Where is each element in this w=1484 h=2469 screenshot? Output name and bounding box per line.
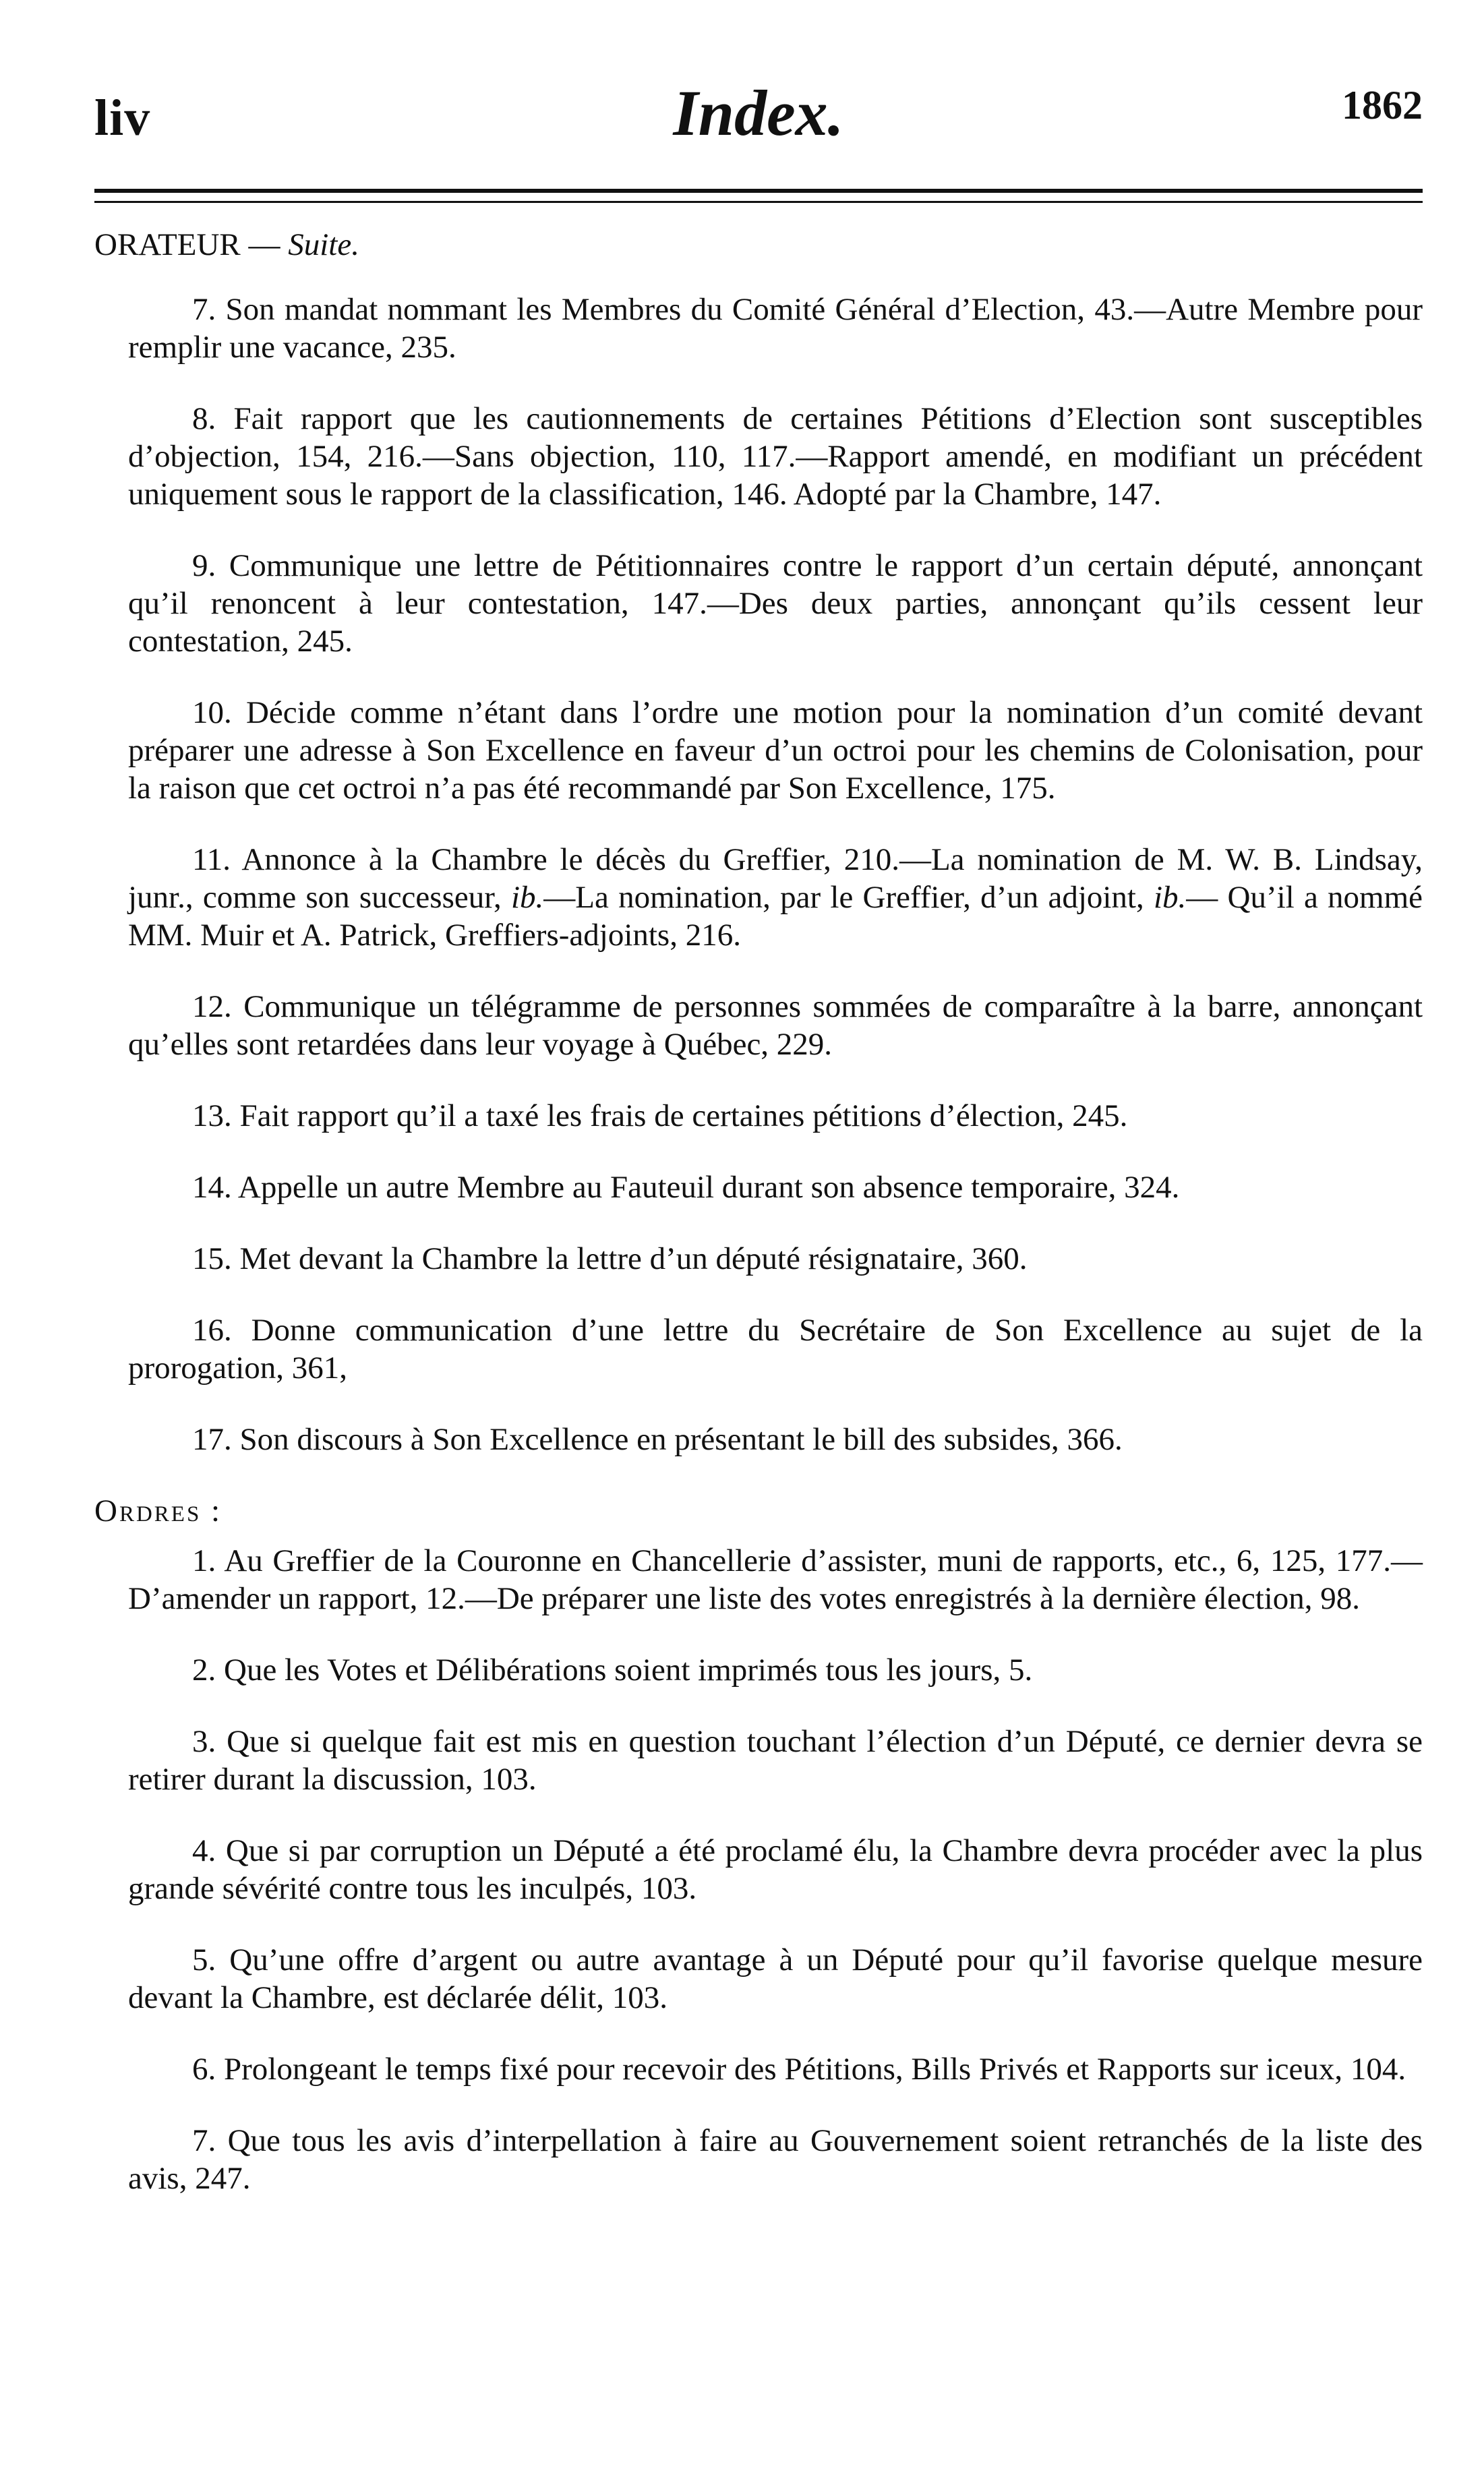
index-entry xyxy=(94,1651,1423,1689)
entry-text-a: Annonce à la Chambre le décès du Greffier, 210.—La nomination de M. W. B. Lindsay, junr., comme son successeur, xyxy=(128,842,1423,915)
index-entry xyxy=(94,400,1423,513)
entry-text: Donne communication d’une lettre du Secrétaire de Son Excellence au sujet de la prorogation, 361, xyxy=(128,1313,1423,1386)
entry-text: Que si par corruption un Député a été proclamé élu, la Chambre devra procéder avec la plus grande sévérité contre tous les inculpés, 103. xyxy=(128,1833,1423,1906)
entry-number: 3. xyxy=(192,1724,216,1759)
index-entry xyxy=(94,2122,1423,2197)
header-rule-thin xyxy=(94,201,1423,203)
entry-text: Son mandat nommant les Membres du Comité Général d’Election, 43.—Autre Membre pour remplir une vacance, 235. xyxy=(128,292,1423,365)
entry-number: 12. xyxy=(192,989,232,1024)
index-entry xyxy=(94,694,1423,807)
page-number: liv xyxy=(94,90,151,146)
entry-number: 11. xyxy=(192,842,231,877)
entry-number: 7. xyxy=(192,2123,216,2158)
entry-text: Que si quelque fait est mis en question touchant l’élection d’un Député, ce dernier devra se retirer durant la discussion, 103. xyxy=(128,1724,1423,1797)
orateur-heading-text: ORATEUR — xyxy=(94,227,280,262)
index-entry xyxy=(94,1311,1423,1387)
entry-text-c: — Qu’il a nommé MM. Muir et A. Patrick, Greffiers-adjoints, 216. xyxy=(128,880,1423,953)
index-entry xyxy=(94,1097,1423,1135)
header-rule-thick xyxy=(94,189,1423,193)
index-entry xyxy=(94,988,1423,1063)
index-entry xyxy=(94,1240,1423,1278)
entry-number: 17. xyxy=(192,1422,232,1457)
entry-number: 9. xyxy=(192,548,216,583)
index-entry xyxy=(94,841,1423,954)
entry-text: Communique une lettre de Pétitionnaires contre le rapport d’un certain député, annonçant qu’il renoncent à leur contestation, 147.—Des deux parties, annonçant qu’ils cessent leur contestation, 245. xyxy=(128,548,1423,659)
entry-text: Au Greffier de la Couronne en Chancellerie d’assister, muni de rapports, etc., 6, 125, 177.—D’amender un rapport, 12.—De préparer une liste des votes enregistrés à la dernière élection, 98. xyxy=(128,1543,1423,1616)
index-entry xyxy=(94,291,1423,366)
entry-number: 16. xyxy=(192,1313,232,1348)
index-entry xyxy=(94,1723,1423,1798)
entry-number: 13. xyxy=(192,1098,232,1133)
entry-text: Communique un télégramme de personnes sommées de comparaître à la barre, annonçant qu’elles sont retardées dans leur voyage à Québec, 229. xyxy=(128,989,1423,1062)
entry-number: 7. xyxy=(192,292,216,327)
running-head xyxy=(94,76,1423,150)
index-entry xyxy=(94,1941,1423,2017)
entry-number: 14. xyxy=(192,1170,232,1205)
entry-number: 6. xyxy=(192,2052,216,2087)
index-entry xyxy=(94,1832,1423,1907)
entry-number: 4. xyxy=(192,1833,216,1868)
index-entry xyxy=(94,547,1423,660)
entry-number: 5. xyxy=(192,1942,216,1977)
year-label: 1862 xyxy=(1342,83,1423,127)
entry-text: Qu’une offre d’argent ou autre avantage à un Député pour qu’il favorise quelque mesure devant la Chambre, est déclarée délit, 103. xyxy=(128,1942,1423,2015)
ibid-abbreviation: ib. xyxy=(1153,880,1187,915)
entry-number: 10. xyxy=(192,695,232,730)
entry-text: Décide comme n’étant dans l’ordre une motion pour la nomination d’un comité devant préparer une adresse à Son Excellence en faveur d’un octroi pour les chemins de Colonisation, pour la raison que cet octroi n’a pas été recommandé par Son Excellence, 175. xyxy=(128,695,1423,806)
entry-number: 2. xyxy=(192,1653,216,1688)
entry-text: Appelle un autre Membre au Fauteuil durant son absence temporaire, 324. xyxy=(237,1170,1180,1205)
index-entry xyxy=(94,1542,1423,1617)
section-heading-orateur xyxy=(94,226,1423,264)
index-body xyxy=(94,226,1423,2231)
index-entry xyxy=(94,1168,1423,1206)
entry-text: Fait rapport que les cautionnements de certaines Pétitions d’Election sont susceptibles d’objection, 154, 216.—Sans objection, 110, 117.—Rapport amendé, en modifiant un précédent uniquement sous le rapport de la classification, 146. Adopté par la Chambre, 147. xyxy=(128,401,1423,512)
entry-text: Que les Votes et Délibérations soient imprimés tous les jours, 5. xyxy=(224,1653,1033,1688)
index-entry xyxy=(94,1421,1423,1458)
entry-number: 15. xyxy=(192,1241,232,1276)
suite-label: Suite. xyxy=(288,227,359,262)
entry-text: Son discours à Son Excellence en présentant le bill des subsides, 366. xyxy=(239,1422,1123,1457)
entry-number: 8. xyxy=(192,401,216,436)
entry-text: Met devant la Chambre la lettre d’un député résignataire, 360. xyxy=(239,1241,1028,1276)
section-heading-ordres: Ordres : xyxy=(94,1493,222,1528)
entry-text: Fait rapport qu’il a taxé les frais de certaines pétitions d’élection, 245. xyxy=(239,1098,1128,1133)
entry-number: 1. xyxy=(192,1543,216,1578)
index-entry xyxy=(94,2050,1423,2088)
entry-text: Que tous les avis d’interpellation à faire au Gouvernement soient retranchés de la liste des avis, 247. xyxy=(128,2123,1423,2196)
page-title: Index. xyxy=(673,77,844,149)
ibid-abbreviation: ib. xyxy=(510,880,544,915)
entry-text-b: —La nomination, par le Greffier, d’un adjoint, xyxy=(543,880,1144,915)
entry-text: Prolongeant le temps fixé pour recevoir des Pétitions, Bills Privés et Rapports sur iceux, 104. xyxy=(224,2052,1406,2087)
